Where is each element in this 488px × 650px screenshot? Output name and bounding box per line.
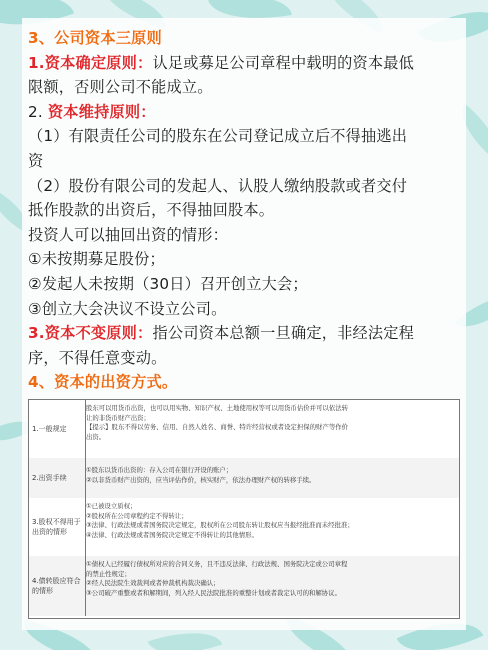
table-row xyxy=(29,400,459,459)
row-line: ②经人民法院生效裁判或者仲裁机构裁决确认； xyxy=(86,579,220,588)
capital-invariance-label: 3.资本不变原则： xyxy=(28,324,153,343)
row-label: 3.股权不得用于出资的情形 xyxy=(29,498,86,556)
maintenance-item-2-cont: 抵作股款的出资后，不得抽回股本。 xyxy=(28,201,275,220)
row-line: 出资。 xyxy=(86,432,106,441)
withdraw-case-1: ①未按期募足股份； xyxy=(28,250,165,269)
maintenance-item-1-cont: 资 xyxy=(28,151,44,170)
paragraph-capital-maintenance xyxy=(28,100,464,125)
maintenance-item-2: （2）股份有限公司的发起人、认股人缴纳股款或者交付 xyxy=(28,176,408,195)
paragraph-capital-determination xyxy=(28,51,464,76)
capital-maintenance-label: 资本维持原则： xyxy=(47,102,156,121)
withdraw-intro: 投资人可以抽回出资的情形： xyxy=(28,225,229,244)
row-line: 让的非货币财产出资； xyxy=(86,413,150,422)
paragraph-capital-invariance-cont: 序，不得任意变动。 xyxy=(28,348,167,367)
maintenance-item-1: （1）有限责任公司的股东在公司登记成立后不得抽逃出 xyxy=(28,127,408,146)
row-label: 4.债转股应符合的情形 xyxy=(29,556,86,616)
capital-maintenance-number: 2. xyxy=(28,102,48,121)
row-line: ④法律、行政法规或者国务院决定规定不得转让的其他情形。 xyxy=(86,530,258,539)
row-content xyxy=(86,466,456,485)
row-line: 【提示】股东不得以劳务、信用、自然人姓名、商誉、特许经营权或者设定担保的财产等作价 xyxy=(86,423,349,432)
row-line: 的禁止性规定； xyxy=(86,569,131,578)
paragraph-capital-determination-cont: 限额，否则公司不能成立。 xyxy=(28,78,213,97)
row-content xyxy=(86,502,456,540)
table-row xyxy=(29,498,459,557)
row-line: ③公司破产重整或者和解期间，列入经人民法院批准的重整计划或者裁定认可的和解协议。 xyxy=(86,588,341,597)
row-content xyxy=(86,404,456,442)
withdraw-case-3: ③创立大会决议不设立公司。 xyxy=(28,299,227,318)
row-label: 2.出资手续 xyxy=(29,458,86,498)
row-line: ①债权人已经履行债权所对应的合同义务，且不违反法律、行政法规、国务院决定或公司章程 xyxy=(86,560,348,568)
row-line: 股东可以用货币出资，也可以用实物、知识产权、土地使用权等可以用货币估价并可以依法转 xyxy=(86,404,349,412)
row-line: ②股权所在公司章程约定不得转让； xyxy=(86,511,188,520)
contribution-table xyxy=(28,399,460,619)
row-line: ③法律、行政法规或者国务院决定规定，股权所在公司股东转让股权应当报经批准而未经批准； xyxy=(86,521,354,530)
paragraph-capital-invariance xyxy=(28,321,464,346)
row-line: ①股东以货币出资的：存入公司在银行开设的账户； xyxy=(86,466,233,474)
row-line: ①已被设立质权； xyxy=(86,502,137,510)
capital-determination-text: 认足或募足公司章程中载明的资本最低 xyxy=(152,53,415,72)
section-3-title: 3、公司资本三原则 xyxy=(28,29,162,47)
row-content xyxy=(86,560,456,598)
section-4-title: 4、资本的出资方式。 xyxy=(28,373,178,392)
table-row xyxy=(29,458,459,499)
row-label: 1.一般规定 xyxy=(29,400,86,458)
withdraw-case-2: ②发起人未按期（30日）召开创立大会； xyxy=(28,274,308,293)
capital-invariance-text: 指公司资本总额一旦确定，非经法定程 xyxy=(152,324,415,343)
table-row xyxy=(29,556,459,616)
row-line: ②以非货币财产出资的，应当评估作价，核实财产，依法办理财产权的转移手续。 xyxy=(86,475,316,484)
capital-determination-label: 1.资本确定原则： xyxy=(28,53,153,72)
document-body xyxy=(28,26,464,395)
